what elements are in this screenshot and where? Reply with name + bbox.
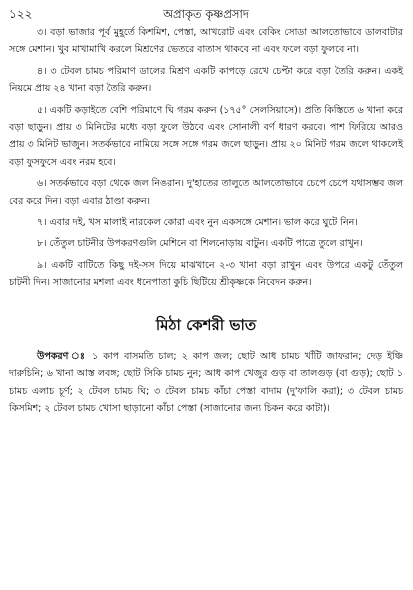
ingredients-paragraph	[9, 348, 403, 418]
step-7: ৭। এবার দই, খস মালাই নারকেল কোরা এবং নুন একসঙ্গে মেশান। ভাল করে ঘুটে নিন।	[37, 217, 358, 229]
step-9: ৯। একটি বাটিতে কিছু দই-সস দিয়ে মাঝখানে ২-৩ খানা বড়া রাখুন এবং উপরে একটু তেঁতুল চাটনী দিন। সাজানোর মশলা এবং ধনেপাতা কুচি ছিটিয়ে শ্রীকৃষ্ণকে নিবেদন করুন।	[9, 259, 403, 289]
ingredients-text: ১ কাপ বাসমতি চাল; ২ কাপ জল; ছোট আধ চামচ খাঁটি জাফরান; দেড় ইঞ্চি দারুচিনি; ৬ খানা আস্ত লবঙ্গ; ছোট সিকি চামচ নুন; আধ কাপ খেজুর গুড় বা তালগুড় (বা গুড়); ছোট ১ চামচ এলাচ চূর্ণ; ২ টেবল চামচ ঘি; ৩ টেবল চামচ কাঁচা পেস্তা বাদাম (দু'ফালি করা); ৩ টেবল চামচ কিসমিশ; ২ টেবল চামচ খোসা ছাড়ানো কাঁচা পেস্তা (সাজানোর জন্য চিকন করে কাটা)।	[9, 350, 404, 414]
page-number: ১২২	[9, 7, 33, 21]
page-header	[9, 4, 403, 24]
step-8: ৮। তেঁতুল চাটনীর উপকরণগুলি মেশিনে বা শিলনোড়ায় বাটুন। একটি পাত্রে তুলে রাখুন।	[37, 238, 363, 250]
step-3: ৩। বড়া ভাজার পূর্ব মুহূর্তে কিশমিশ, পেস্তা, আখরোট এবং বেকিং সোডা আলতোভাবে ডালবাটার সঙ্গে মেশান। খুব মাখামাখি করলে মিশ্রণের ভেতরে বাতাস থাকবে না এবং ফলে বড়া ফুলবে না।	[9, 27, 403, 56]
step-5: ৫। একটি কড়াইতে বেশি পরিমাণে ঘি গরম করুন (১৭৫° সেলসিয়াসে)। প্রতি কিস্তিতে ৬ খানা করে বড়া ছাড়ুন। প্রায় ৩ মিনিটের মধ্যে বড়া ফুলে উঠবে এবং সোনালী বর্ণ ধারণ করবে। পাশ ফিরিয়ে আরও প্রায় ৩ মিনিট ভাজুন। সতর্কভাবে নামিয়ে সঙ্গে সঙ্গে গরম জলে ছাড়ুন। প্রায় ২০ মিনিট গরম জলে থাকলেই বড়া ফুসফুসে এবং নরম হবে।	[9, 104, 403, 168]
step-4: ৪। ৩ টেবল চামচ পরিমাণ ডালের মিশ্রণ একটি কাপড়ে রেখে চেপ্টা করে বড়া তৈরি করুন। একই নিয়মে প্রায় ২৪ খানা বড়া তৈরি করুন।	[9, 65, 403, 95]
step-6: ৬। সতর্কভাবে বড়া থেকে জল নিঙরান। দু'হাতের তালুতে আলতোভাবে চেপে চেপে যথাসম্ভব জল বের করে দিন। বড়া এবার ঠাণ্ডা করুন।	[9, 178, 403, 207]
ingredients-label: উপকরণ ঃ	[37, 350, 88, 362]
section-title: মিঠা কেশরী ভাত	[155, 315, 257, 334]
running-title: অপ্রাকৃত কৃষ্ণপ্রসাদ	[163, 7, 249, 21]
